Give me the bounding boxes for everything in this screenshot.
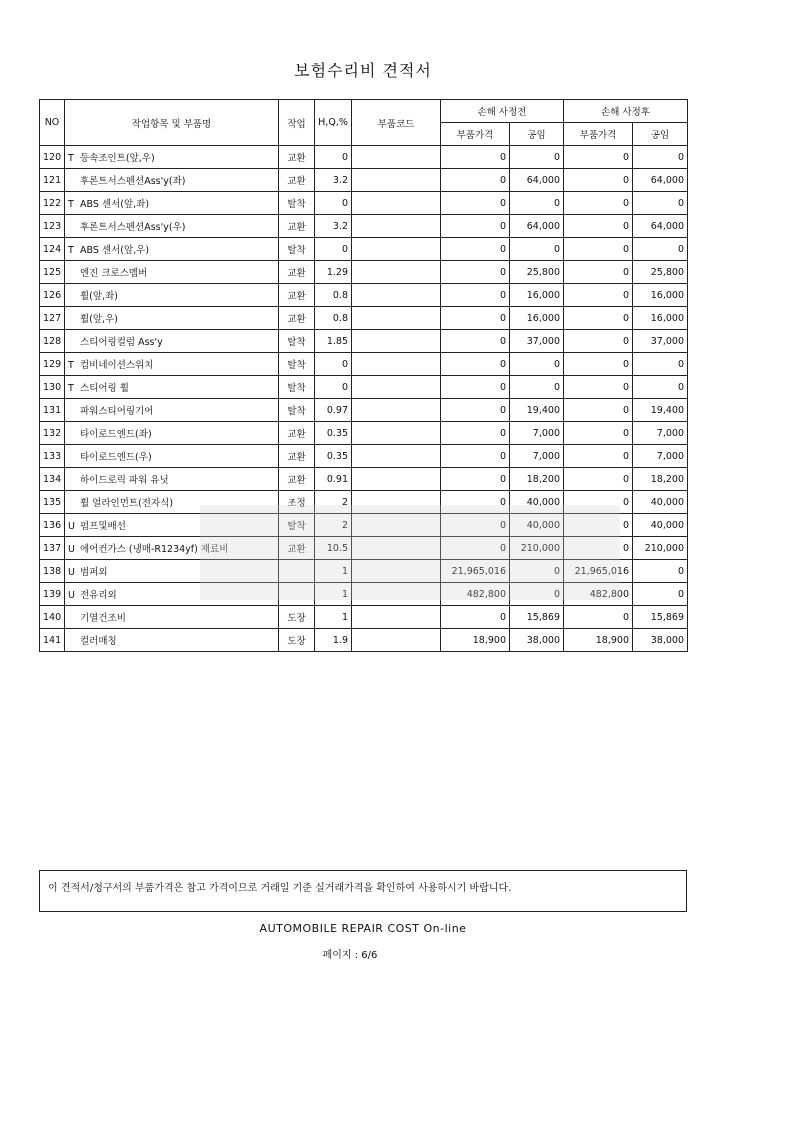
table-row	[40, 146, 688, 169]
row-hq: 0.8	[315, 307, 352, 330]
row-item	[65, 491, 279, 514]
row-before-part-price: 0	[441, 215, 510, 238]
row-work: 조정	[279, 491, 315, 514]
header-after-labor: 공임	[633, 123, 688, 146]
row-before-part-price: 0	[441, 468, 510, 491]
row-item-name: 휠(앞,우)	[80, 314, 118, 325]
row-hq: 0	[315, 238, 352, 261]
row-before-part-price: 0	[441, 491, 510, 514]
row-after-labor: 0	[633, 583, 688, 606]
table-row	[40, 284, 688, 307]
row-before-labor: 16,000	[510, 307, 564, 330]
table-row	[40, 514, 688, 537]
table-row	[40, 215, 688, 238]
row-before-part-price: 0	[441, 169, 510, 192]
row-work: 탈착	[279, 353, 315, 376]
row-after-labor: 0	[633, 560, 688, 583]
row-before-part-price: 18,900	[441, 629, 510, 652]
header-work: 작업	[279, 100, 315, 146]
row-hq: 3.2	[315, 169, 352, 192]
row-flag: T	[68, 199, 74, 210]
header-after-adjustment: 손해 사정후	[564, 100, 688, 123]
row-after-labor: 0	[633, 353, 688, 376]
header-before-labor: 공임	[510, 123, 564, 146]
row-hq: 0.91	[315, 468, 352, 491]
row-item-name: 후론트서스펜션Ass'y(좌)	[80, 176, 186, 187]
row-after-labor: 15,869	[633, 606, 688, 629]
table-row	[40, 399, 688, 422]
row-part-code	[352, 307, 441, 330]
row-before-part-price: 0	[441, 514, 510, 537]
row-part-code	[352, 376, 441, 399]
row-item-name: ABS 센서(앞,우)	[80, 245, 150, 256]
row-item-name: 펌프및배선	[80, 521, 126, 532]
row-item	[65, 284, 279, 307]
row-no: 125	[40, 261, 65, 284]
row-hq: 2	[315, 514, 352, 537]
document-title: 보험수리비 견적서	[294, 61, 432, 80]
row-hq: 0.35	[315, 422, 352, 445]
row-before-labor: 0	[510, 353, 564, 376]
row-before-part-price: 0	[441, 146, 510, 169]
row-hq: 0	[315, 353, 352, 376]
row-item-name: 휠(앞,좌)	[80, 291, 118, 302]
table-row	[40, 468, 688, 491]
header-hq: H,Q,%	[315, 100, 352, 146]
row-part-code	[352, 399, 441, 422]
row-no: 120	[40, 146, 65, 169]
row-after-part-price: 0	[564, 353, 633, 376]
row-after-part-price: 0	[564, 376, 633, 399]
table-row	[40, 629, 688, 652]
row-work: 도장	[279, 629, 315, 652]
row-item	[65, 192, 279, 215]
row-after-part-price: 0	[564, 514, 633, 537]
row-hq: 1	[315, 560, 352, 583]
row-flag: U	[68, 521, 75, 532]
row-after-part-price: 21,965,016	[564, 560, 633, 583]
row-after-part-price: 0	[564, 330, 633, 353]
row-before-part-price: 0	[441, 422, 510, 445]
row-item	[65, 468, 279, 491]
row-item-name: 후론트서스펜션Ass'y(우)	[80, 222, 186, 233]
row-after-labor: 37,000	[633, 330, 688, 353]
row-flag: U	[68, 567, 75, 578]
row-before-part-price: 0	[441, 606, 510, 629]
table-row	[40, 560, 688, 583]
row-before-labor: 40,000	[510, 491, 564, 514]
row-after-labor: 64,000	[633, 215, 688, 238]
row-before-labor: 0	[510, 583, 564, 606]
row-no: 127	[40, 307, 65, 330]
table-row	[40, 537, 688, 560]
row-before-labor: 38,000	[510, 629, 564, 652]
row-flag: T	[68, 360, 74, 371]
row-item	[65, 560, 279, 583]
row-after-labor: 64,000	[633, 169, 688, 192]
row-no: 126	[40, 284, 65, 307]
row-before-part-price: 0	[441, 330, 510, 353]
row-before-labor: 0	[510, 238, 564, 261]
header-item: 작업항목 및 부품명	[65, 100, 279, 146]
table-row	[40, 445, 688, 468]
row-flag: T	[68, 383, 74, 394]
row-part-code	[352, 606, 441, 629]
row-before-labor: 210,000	[510, 537, 564, 560]
row-no: 128	[40, 330, 65, 353]
row-before-labor: 25,800	[510, 261, 564, 284]
row-part-code	[352, 261, 441, 284]
row-item-name: 하이드로릭 파워 유닛	[80, 475, 169, 486]
row-after-part-price: 0	[564, 146, 633, 169]
row-item	[65, 537, 279, 560]
row-work: 교환	[279, 307, 315, 330]
row-part-code	[352, 445, 441, 468]
row-item	[65, 583, 279, 606]
row-work: 도장	[279, 606, 315, 629]
row-after-labor: 0	[633, 192, 688, 215]
row-no: 135	[40, 491, 65, 514]
row-before-labor: 40,000	[510, 514, 564, 537]
row-item	[65, 422, 279, 445]
row-after-part-price: 0	[564, 468, 633, 491]
row-before-labor: 19,400	[510, 399, 564, 422]
row-no: 121	[40, 169, 65, 192]
table-row	[40, 307, 688, 330]
row-item-name: 기열건조비	[80, 613, 126, 624]
row-after-part-price: 0	[564, 445, 633, 468]
row-no: 129	[40, 353, 65, 376]
row-item	[65, 215, 279, 238]
row-item-name: 파워스티어링기어	[80, 406, 154, 417]
row-after-labor: 0	[633, 238, 688, 261]
row-hq: 1.29	[315, 261, 352, 284]
row-after-part-price: 0	[564, 169, 633, 192]
row-before-part-price: 0	[441, 376, 510, 399]
row-after-part-price: 0	[564, 261, 633, 284]
table-row	[40, 192, 688, 215]
row-flag: U	[68, 590, 75, 601]
row-item-name: 엔진 크로스멤버	[80, 268, 148, 279]
row-after-part-price: 18,900	[564, 629, 633, 652]
row-work: 교환	[279, 445, 315, 468]
row-work: 탈착	[279, 399, 315, 422]
row-item	[65, 238, 279, 261]
table-row	[40, 353, 688, 376]
row-item	[65, 376, 279, 399]
row-hq: 0.8	[315, 284, 352, 307]
row-hq: 3.2	[315, 215, 352, 238]
row-item	[65, 169, 279, 192]
row-after-labor: 19,400	[633, 399, 688, 422]
row-no: 141	[40, 629, 65, 652]
row-no: 134	[40, 468, 65, 491]
header-before-adjustment: 손해 사정전	[441, 100, 564, 123]
row-item	[65, 146, 279, 169]
row-before-part-price: 21,965,016	[441, 560, 510, 583]
row-after-part-price: 0	[564, 606, 633, 629]
row-part-code	[352, 422, 441, 445]
row-work: 교환	[279, 215, 315, 238]
row-after-labor: 210,000	[633, 537, 688, 560]
row-no: 123	[40, 215, 65, 238]
row-part-code	[352, 284, 441, 307]
row-no: 130	[40, 376, 65, 399]
table-row	[40, 422, 688, 445]
row-item	[65, 307, 279, 330]
row-before-part-price: 0	[441, 399, 510, 422]
row-after-part-price: 0	[564, 192, 633, 215]
row-after-labor: 40,000	[633, 491, 688, 514]
row-part-code	[352, 468, 441, 491]
table-row	[40, 491, 688, 514]
row-no: 131	[40, 399, 65, 422]
row-before-labor: 15,869	[510, 606, 564, 629]
row-hq: 1.85	[315, 330, 352, 353]
row-before-part-price: 0	[441, 261, 510, 284]
row-after-part-price: 0	[564, 491, 633, 514]
row-work: 교환	[279, 169, 315, 192]
row-item-name: 전유리외	[80, 590, 117, 601]
table-row	[40, 261, 688, 284]
row-part-code	[352, 514, 441, 537]
row-hq: 0	[315, 192, 352, 215]
row-part-code	[352, 537, 441, 560]
row-item-name: 스티어링컬럼 Ass'y	[80, 337, 163, 348]
row-after-part-price: 482,800	[564, 583, 633, 606]
row-no: 124	[40, 238, 65, 261]
row-before-part-price: 0	[441, 445, 510, 468]
row-no: 133	[40, 445, 65, 468]
row-part-code	[352, 491, 441, 514]
row-part-code	[352, 192, 441, 215]
row-part-code	[352, 583, 441, 606]
row-item	[65, 445, 279, 468]
row-work: 교환	[279, 284, 315, 307]
row-after-labor: 16,000	[633, 284, 688, 307]
row-after-part-price: 0	[564, 215, 633, 238]
footer-brand: AUTOMOBILE REPAIR COST On-line	[259, 922, 467, 935]
row-flag: T	[68, 245, 74, 256]
row-before-part-price: 0	[441, 537, 510, 560]
row-item	[65, 399, 279, 422]
row-before-part-price: 0	[441, 192, 510, 215]
row-work: 탈착	[279, 238, 315, 261]
row-after-part-price: 0	[564, 284, 633, 307]
row-flag: T	[68, 153, 74, 164]
row-no: 139	[40, 583, 65, 606]
row-no: 137	[40, 537, 65, 560]
estimate-rows	[40, 146, 688, 652]
row-flag: U	[68, 544, 75, 555]
row-work: 탈착	[279, 376, 315, 399]
row-before-labor: 0	[510, 192, 564, 215]
row-hq: 1.9	[315, 629, 352, 652]
row-item-name: ABS 센서(앞,좌)	[80, 199, 150, 210]
row-after-labor: 16,000	[633, 307, 688, 330]
row-item	[65, 330, 279, 353]
table-row	[40, 330, 688, 353]
row-after-part-price: 0	[564, 399, 633, 422]
row-hq: 0	[315, 146, 352, 169]
row-part-code	[352, 629, 441, 652]
row-before-labor: 0	[510, 376, 564, 399]
table-row	[40, 606, 688, 629]
estimate-table	[39, 99, 688, 652]
row-item	[65, 629, 279, 652]
header-before-part-price: 부품가격	[441, 123, 510, 146]
row-work: 교환	[279, 468, 315, 491]
header-after-part-price: 부품가격	[564, 123, 633, 146]
row-item-name: 타이로드엔드(좌)	[80, 429, 152, 440]
row-no: 132	[40, 422, 65, 445]
row-after-labor: 7,000	[633, 422, 688, 445]
row-after-labor: 18,200	[633, 468, 688, 491]
row-before-labor: 64,000	[510, 215, 564, 238]
row-before-labor: 7,000	[510, 422, 564, 445]
row-work: 교환	[279, 422, 315, 445]
row-no: 122	[40, 192, 65, 215]
row-before-labor: 18,200	[510, 468, 564, 491]
row-no: 136	[40, 514, 65, 537]
table-row	[40, 376, 688, 399]
row-work: 탈착	[279, 192, 315, 215]
row-after-labor: 25,800	[633, 261, 688, 284]
row-after-labor: 0	[633, 376, 688, 399]
row-before-labor: 7,000	[510, 445, 564, 468]
row-no: 138	[40, 560, 65, 583]
row-part-code	[352, 330, 441, 353]
row-hq: 0.35	[315, 445, 352, 468]
row-work: 교환	[279, 261, 315, 284]
price-notice-text: 이 견적서/청구서의 부품가격은 참고 가격이므로 거래일 기준 실거래가격을 확인하여 사용하시기 바랍니다.	[48, 883, 512, 894]
row-before-part-price: 0	[441, 284, 510, 307]
row-hq: 1	[315, 606, 352, 629]
page-indicator: 페이지 : 6/6	[322, 950, 378, 961]
row-before-labor: 37,000	[510, 330, 564, 353]
row-part-code	[352, 560, 441, 583]
row-after-labor: 38,000	[633, 629, 688, 652]
row-work: 교환	[279, 146, 315, 169]
row-after-part-price: 0	[564, 307, 633, 330]
row-part-code	[352, 169, 441, 192]
row-work: 교환	[279, 537, 315, 560]
row-work	[279, 560, 315, 583]
row-item-name: 타이로드엔드(우)	[80, 452, 152, 463]
row-hq: 1	[315, 583, 352, 606]
row-after-labor: 40,000	[633, 514, 688, 537]
row-before-part-price: 482,800	[441, 583, 510, 606]
row-item-name: 에어컨가스 (냉매-R1234yf) 재료비	[80, 544, 229, 555]
row-part-code	[352, 353, 441, 376]
row-item-name: 범퍼외	[80, 567, 108, 578]
row-hq: 0	[315, 376, 352, 399]
header-no: NO	[40, 100, 65, 146]
row-item-name: 컴비네이션스위치	[80, 360, 154, 371]
row-after-part-price: 0	[564, 422, 633, 445]
row-hq: 0.97	[315, 399, 352, 422]
row-before-part-price: 0	[441, 238, 510, 261]
table-row	[40, 583, 688, 606]
row-before-labor: 16,000	[510, 284, 564, 307]
row-work: 탈착	[279, 330, 315, 353]
row-hq: 2	[315, 491, 352, 514]
row-item-name: 컬러매칭	[80, 636, 117, 647]
row-hq: 10.5	[315, 537, 352, 560]
row-item-name: 휠 얼라인먼트(전자식)	[80, 498, 174, 509]
row-item	[65, 606, 279, 629]
row-item-name: 스티어링 휠	[80, 383, 129, 394]
row-after-part-price: 0	[564, 238, 633, 261]
row-item	[65, 514, 279, 537]
row-after-labor: 7,000	[633, 445, 688, 468]
row-before-labor: 0	[510, 146, 564, 169]
row-item	[65, 353, 279, 376]
row-part-code	[352, 215, 441, 238]
row-work	[279, 583, 315, 606]
row-part-code	[352, 238, 441, 261]
row-before-labor: 64,000	[510, 169, 564, 192]
row-item-name: 등속조인트(앞,우)	[80, 153, 155, 164]
row-before-part-price: 0	[441, 353, 510, 376]
table-row	[40, 169, 688, 192]
header-part-code: 부품코드	[352, 100, 441, 146]
table-row	[40, 238, 688, 261]
row-after-labor: 0	[633, 146, 688, 169]
row-before-part-price: 0	[441, 307, 510, 330]
price-notice-box	[39, 870, 687, 912]
row-item	[65, 261, 279, 284]
row-no: 140	[40, 606, 65, 629]
row-before-labor: 0	[510, 560, 564, 583]
row-work: 탈착	[279, 514, 315, 537]
row-after-part-price: 0	[564, 537, 633, 560]
row-part-code	[352, 146, 441, 169]
